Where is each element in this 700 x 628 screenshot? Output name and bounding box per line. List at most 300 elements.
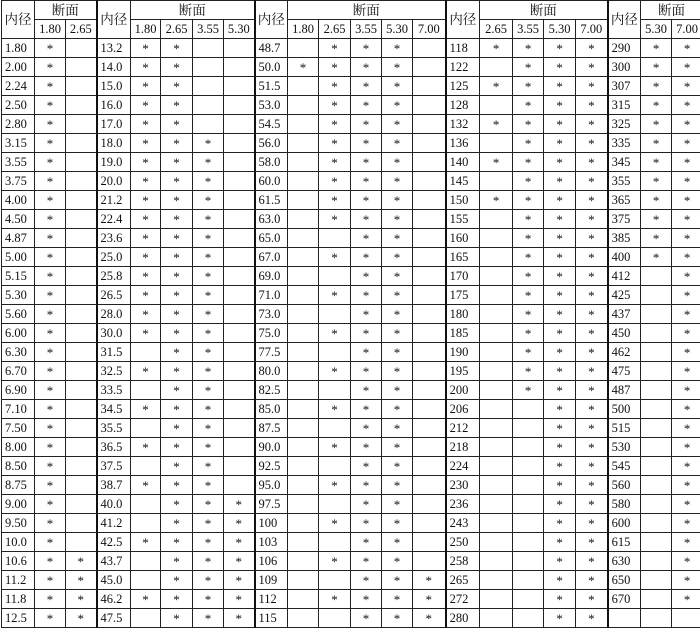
table-header [2,1,700,39]
inner-diameter-header: 内径 [255,1,288,39]
availability-mark [413,343,446,362]
availability-mark [193,77,224,96]
availability-mark: * [35,134,66,153]
availability-mark: * [319,248,351,267]
availability-mark [413,153,446,172]
availability-mark: * [672,115,700,134]
availability-mark: * [288,58,319,77]
table-row [2,172,700,191]
availability-mark [413,115,446,134]
availability-mark: * [672,571,700,590]
inner-diameter-value: 87.5 [255,419,288,438]
inner-diameter-header: 内径 [608,1,641,39]
availability-mark [641,590,672,609]
availability-mark: * [193,229,224,248]
availability-mark: * [35,191,66,210]
availability-mark [641,609,672,628]
inner-diameter-value: 65.0 [255,229,288,248]
availability-mark [66,324,97,343]
inner-diameter-value: 195 [446,362,480,381]
availability-mark: * [193,514,224,533]
inner-diameter-value: 53.0 [255,96,288,115]
availability-mark: * [641,172,672,191]
inner-diameter-value: 300 [608,58,641,77]
availability-mark [641,476,672,495]
availability-mark: * [480,77,513,96]
availability-mark [288,514,319,533]
availability-mark: * [35,514,66,533]
availability-mark: * [544,590,576,609]
availability-mark [413,419,446,438]
availability-mark [288,438,319,457]
availability-mark [66,495,97,514]
availability-mark [413,191,446,210]
availability-mark: * [672,552,700,571]
availability-mark: * [161,590,193,609]
availability-mark [224,305,255,324]
inner-diameter-value: 85.0 [255,400,288,419]
availability-mark: * [224,571,255,590]
availability-mark: * [131,134,161,153]
inner-diameter-value: 8.00 [2,438,35,457]
inner-diameter-value: 58.0 [255,153,288,172]
availability-mark: * [576,590,608,609]
availability-mark: * [193,248,224,267]
availability-mark: * [672,343,700,362]
availability-mark [193,96,224,115]
availability-mark [480,590,513,609]
availability-mark: * [131,248,161,267]
availability-mark: * [193,400,224,419]
availability-mark: * [35,153,66,172]
availability-mark [66,438,97,457]
availability-mark [66,58,97,77]
availability-mark: * [351,153,382,172]
inner-diameter-value: 73.0 [255,305,288,324]
availability-mark: * [382,248,413,267]
availability-mark: * [351,438,382,457]
availability-mark: * [641,153,672,172]
inner-diameter-value: 280 [446,609,480,628]
inner-diameter-value: 560 [608,476,641,495]
availability-mark: * [131,172,161,191]
availability-mark [480,495,513,514]
availability-mark: * [161,210,193,229]
inner-diameter-value: 385 [608,229,641,248]
availability-mark [641,514,672,533]
availability-mark: * [161,96,193,115]
availability-mark [480,134,513,153]
availability-mark [641,571,672,590]
availability-mark: * [193,305,224,324]
availability-mark: * [35,438,66,457]
availability-mark [66,343,97,362]
availability-mark [224,115,255,134]
availability-mark: * [641,229,672,248]
availability-mark [480,286,513,305]
inner-diameter-value: 54.5 [255,115,288,134]
availability-mark: * [672,134,700,153]
inner-diameter-value: 9.50 [2,514,35,533]
availability-mark: * [513,77,544,96]
availability-mark [224,39,255,58]
availability-mark: * [319,134,351,153]
availability-mark: * [576,191,608,210]
table-row [2,115,700,134]
availability-mark: * [35,172,66,191]
availability-mark [288,552,319,571]
inner-diameter-value: 5.00 [2,248,35,267]
availability-mark: * [193,609,224,628]
inner-diameter-value: 165 [446,248,480,267]
availability-mark: * [161,39,193,58]
availability-mark: * [382,172,413,191]
availability-mark: * [382,153,413,172]
inner-diameter-value: 25.0 [97,248,131,267]
inner-diameter-value: 650 [608,571,641,590]
availability-mark: * [161,438,193,457]
availability-mark [413,229,446,248]
availability-mark [66,419,97,438]
availability-mark [288,381,319,400]
table-row [2,324,700,343]
availability-mark: * [35,324,66,343]
availability-mark: * [641,77,672,96]
availability-mark: * [319,362,351,381]
availability-mark [288,476,319,495]
inner-diameter-value: 71.0 [255,286,288,305]
availability-mark [288,305,319,324]
availability-mark: * [544,305,576,324]
availability-mark: * [131,191,161,210]
inner-diameter-value: 95.0 [255,476,288,495]
inner-diameter-value: 2.24 [2,77,35,96]
availability-mark: * [382,514,413,533]
inner-diameter-value: 315 [608,96,641,115]
table-row [2,552,700,571]
inner-diameter-value: 14.0 [97,58,131,77]
availability-mark: * [319,552,351,571]
availability-mark [413,58,446,77]
availability-mark: * [193,324,224,343]
availability-mark: * [672,495,700,514]
inner-diameter-value: 11.8 [2,590,35,609]
availability-mark: * [544,324,576,343]
availability-mark: * [382,39,413,58]
availability-mark [288,419,319,438]
availability-mark: * [576,39,608,58]
table-row [2,419,700,438]
o-ring-size-table [1,0,700,628]
inner-diameter-value: 25.8 [97,267,131,286]
availability-mark: * [576,381,608,400]
availability-mark: * [672,590,700,609]
availability-mark [66,514,97,533]
inner-diameter-value: 580 [608,495,641,514]
availability-mark: * [161,115,193,134]
availability-mark [413,324,446,343]
availability-mark: * [576,495,608,514]
availability-mark [480,552,513,571]
availability-mark: * [193,571,224,590]
availability-mark [319,533,351,552]
availability-mark [513,438,544,457]
availability-mark: * [413,571,446,590]
inner-diameter-value: 10.6 [2,552,35,571]
availability-mark [513,533,544,552]
inner-diameter-value: 412 [608,267,641,286]
availability-mark: * [351,362,382,381]
availability-mark [480,438,513,457]
inner-diameter-value: 22.4 [97,210,131,229]
availability-mark [413,305,446,324]
inner-diameter-value: 136 [446,134,480,153]
table-row [2,96,700,115]
availability-mark [66,248,97,267]
availability-mark: * [351,381,382,400]
inner-diameter-value: 115 [255,609,288,628]
availability-mark [224,58,255,77]
availability-mark: * [513,39,544,58]
availability-mark: * [161,267,193,286]
table-row [2,210,700,229]
availability-mark [131,419,161,438]
availability-mark: * [544,343,576,362]
availability-mark: * [576,609,608,628]
availability-mark [66,153,97,172]
availability-mark: * [131,305,161,324]
availability-mark [319,457,351,476]
availability-mark: * [35,96,66,115]
availability-mark: * [672,381,700,400]
inner-diameter-value: 48.7 [255,39,288,58]
table-row [2,400,700,419]
availability-mark [66,400,97,419]
availability-mark [288,362,319,381]
availability-mark: * [576,438,608,457]
availability-mark: * [351,533,382,552]
availability-mark: * [35,533,66,552]
availability-mark [131,571,161,590]
availability-mark [288,115,319,134]
availability-mark: * [544,153,576,172]
cross-section-size: 3.55 [193,20,224,39]
availability-mark: * [544,210,576,229]
availability-mark: * [544,362,576,381]
inner-diameter-value: 365 [608,191,641,210]
inner-diameter-value: 190 [446,343,480,362]
availability-mark: * [576,324,608,343]
availability-mark: * [193,381,224,400]
inner-diameter-value: 20.0 [97,172,131,191]
availability-mark: * [351,571,382,590]
availability-mark: * [131,590,161,609]
inner-diameter-value: 60.0 [255,172,288,191]
availability-mark [288,400,319,419]
availability-mark: * [35,552,66,571]
inner-diameter-value: 34.5 [97,400,131,419]
availability-mark: * [513,381,544,400]
availability-mark: * [35,609,66,628]
availability-mark [413,457,446,476]
availability-mark [513,419,544,438]
inner-diameter-value: 212 [446,419,480,438]
availability-mark: * [35,229,66,248]
table-row [2,153,700,172]
availability-mark: * [576,96,608,115]
inner-diameter-value: 5.15 [2,267,35,286]
availability-mark [641,286,672,305]
inner-diameter-header: 内径 [2,1,35,39]
inner-diameter-value: 31.5 [97,343,131,362]
inner-diameter-value: 90.0 [255,438,288,457]
inner-diameter-value: 16.0 [97,96,131,115]
availability-mark: * [351,172,382,191]
availability-mark [513,571,544,590]
inner-diameter-value: 218 [446,438,480,457]
availability-mark [66,77,97,96]
availability-mark [641,400,672,419]
availability-mark [513,495,544,514]
availability-mark: * [544,286,576,305]
inner-diameter-value: 7.10 [2,400,35,419]
availability-mark: * [131,58,161,77]
availability-mark [288,343,319,362]
availability-mark: * [193,191,224,210]
cross-section-size: 2.65 [161,20,193,39]
inner-diameter-value: 265 [446,571,480,590]
availability-mark [319,609,351,628]
availability-mark: * [513,172,544,191]
inner-diameter-value: 175 [446,286,480,305]
cross-section-size: 5.30 [382,20,413,39]
availability-mark: * [351,58,382,77]
availability-mark: * [544,115,576,134]
availability-mark: * [35,362,66,381]
availability-mark: * [576,552,608,571]
availability-mark [66,96,97,115]
availability-mark [480,457,513,476]
availability-mark [193,58,224,77]
table-row [2,191,700,210]
availability-mark: * [480,39,513,58]
inner-diameter-value: 290 [608,39,641,58]
availability-mark: * [576,305,608,324]
inner-diameter-value: 462 [608,343,641,362]
availability-mark [66,134,97,153]
inner-diameter-value: 122 [446,58,480,77]
availability-mark: * [382,419,413,438]
availability-mark [66,172,97,191]
availability-mark [288,191,319,210]
cross-section-size: 3.55 [513,20,544,39]
availability-mark [480,248,513,267]
inner-diameter-value: 50.0 [255,58,288,77]
availability-mark: * [35,58,66,77]
availability-mark [413,39,446,58]
table-row [2,362,700,381]
inner-diameter-value: 13.2 [97,39,131,58]
availability-mark: * [641,248,672,267]
cross-section-header: 断面 [131,1,255,20]
inner-diameter-value: 8.50 [2,457,35,476]
inner-diameter-value: 80.0 [255,362,288,381]
availability-mark: * [576,476,608,495]
availability-mark: * [672,153,700,172]
inner-diameter-value: 206 [446,400,480,419]
inner-diameter-value: 92.5 [255,457,288,476]
availability-mark [131,381,161,400]
availability-mark: * [672,533,700,552]
availability-mark: * [35,267,66,286]
availability-mark [413,438,446,457]
availability-mark [288,495,319,514]
availability-mark: * [193,343,224,362]
cross-section-header: 断面 [288,1,446,20]
availability-mark: * [161,324,193,343]
availability-mark: * [351,229,382,248]
availability-mark: * [131,39,161,58]
availability-mark: * [161,343,193,362]
availability-mark [513,457,544,476]
inner-diameter-value: 75.0 [255,324,288,343]
table-row [2,495,700,514]
availability-mark [224,400,255,419]
table-row [2,476,700,495]
availability-mark: * [544,514,576,533]
availability-mark [319,381,351,400]
availability-mark: * [382,324,413,343]
availability-mark: * [544,419,576,438]
inner-diameter-value [608,609,641,628]
inner-diameter-value: 19.0 [97,153,131,172]
availability-mark: * [672,362,700,381]
inner-diameter-value: 4.87 [2,229,35,248]
availability-mark: * [544,191,576,210]
availability-mark: * [513,134,544,153]
availability-mark [480,229,513,248]
availability-mark: * [544,609,576,628]
availability-mark [224,134,255,153]
availability-mark: * [382,400,413,419]
availability-mark: * [576,115,608,134]
availability-mark: * [382,533,413,552]
availability-mark: * [480,191,513,210]
availability-mark [641,419,672,438]
inner-diameter-value: 307 [608,77,641,96]
table-row [2,229,700,248]
cross-section-size: 7.00 [672,20,700,39]
availability-mark: * [576,400,608,419]
availability-mark [131,495,161,514]
inner-diameter-value: 4.50 [2,210,35,229]
availability-mark: * [224,590,255,609]
availability-mark: * [672,229,700,248]
inner-diameter-value: 103 [255,533,288,552]
availability-mark [66,305,97,324]
availability-mark: * [382,609,413,628]
availability-mark: * [161,286,193,305]
inner-diameter-value: 37.5 [97,457,131,476]
availability-mark: * [576,134,608,153]
availability-mark: * [641,39,672,58]
availability-mark: * [513,343,544,362]
availability-mark [224,96,255,115]
availability-mark [480,343,513,362]
availability-mark: * [66,590,97,609]
availability-mark [288,324,319,343]
availability-mark [513,400,544,419]
